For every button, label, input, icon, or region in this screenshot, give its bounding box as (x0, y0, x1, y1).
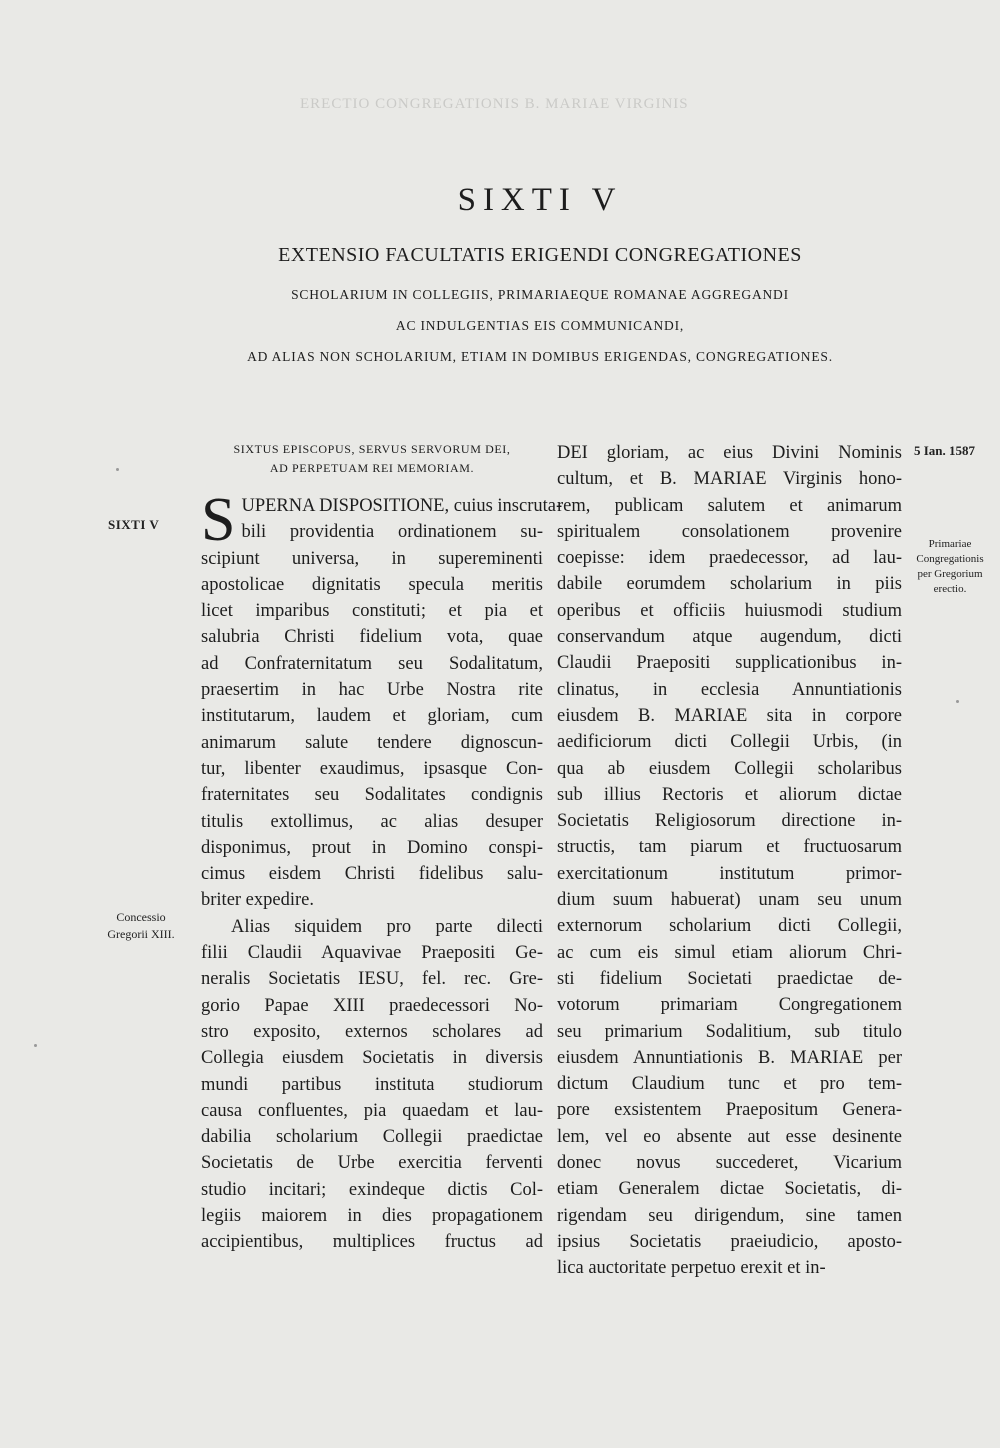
margin-note-line: Concessio (116, 910, 166, 924)
text-line: eiusdem Annuntiationis B. MARIAE per (557, 1047, 902, 1068)
text-line: Claudii Praepositi supplicationibus in- (557, 653, 902, 674)
text-line: briter expedire. (201, 890, 314, 911)
text-line: accipientibus, multiplices fructus ad (201, 1232, 543, 1253)
text-line: etiam Generalem dictae Societatis, di- (557, 1179, 902, 1200)
address-line-1: SIXTUS EPISCOPUS, SERVUS SERVORUM DEI, (233, 442, 511, 456)
text-line: rem, publicam salutem et animarum (557, 495, 902, 516)
text-line: praesertim in hac Urbe Nostra rite (201, 680, 543, 701)
text-line: exercitationum institutum primor- (557, 863, 902, 884)
text-line: filii Claudii Aquavivae Praepositi Ge- (201, 943, 543, 964)
right-column-text (557, 440, 902, 1282)
text-line: salubria Christi fidelium vota, quae (201, 627, 543, 648)
text-line: cultum, et B. MARIAE Virginis hono- (557, 469, 902, 490)
text-line: causa confluentes, pia quaedam et lau- (201, 1100, 543, 1121)
text-line: sub illius Rectoris et aliorum dictae (557, 784, 902, 805)
text-line: licet imparibus constituti; et pia et (201, 601, 543, 622)
text-line: eiusdem B. MARIAE sita in corpore (557, 705, 902, 726)
margin-dot (34, 1044, 37, 1047)
text-line: mundi partibus instituta studiorum (201, 1074, 543, 1095)
text-line: rigendam seu dirigendum, sine tamen (557, 1205, 902, 1226)
page-title: SIXTI V (457, 182, 623, 218)
text-line: fraternitates seu Sodalitates condignis (201, 785, 543, 806)
header-line-3: AD ALIAS NON SCHOLARIUM, ETIAM IN DOMIBUS ERIGENDAS, CONGREGATIONES. (247, 349, 833, 364)
text-line: dium suum habuerat) unam seu unum (557, 890, 902, 911)
text-line: aedificiorum dicti Collegii Urbis, (in (557, 732, 902, 753)
text-line: qua ab eiusdem Collegii scholaribus (557, 758, 902, 779)
margin-date: 5 Ian. 1587 (914, 443, 976, 458)
text-line: lem, vel eo absente aut esse desinente (557, 1126, 902, 1147)
margin-note-line: Gregorii XIII. (107, 927, 175, 941)
header-line-1: SCHOLARIUM IN COLLEGIIS, PRIMARIAEQUE ROMANAE AGGREGANDI (291, 287, 789, 302)
text-line: Societatis Religiosorum directione in- (557, 811, 902, 832)
text-line: tur, libenter exaudimus, ipsasque Con- (201, 758, 543, 779)
text-line: dabilia scholarium Collegii praedictae (201, 1127, 543, 1148)
text-line: clinatus, in ecclesia Annuntiationis (557, 679, 902, 700)
text-line: apostolicae dignitatis specula meritis (201, 574, 543, 595)
left-column-text (201, 486, 563, 1256)
text-line: Collegia eiusdem Societatis in diversis (201, 1048, 543, 1069)
bleed-through-header: ERECTIO CONGREGATIONIS B. MARIAE VIRGINIS (300, 96, 689, 112)
text-line: cimus eisdem Christi fidelibus salu- (201, 864, 543, 885)
address-block (201, 440, 543, 478)
text-line: ipsius Societatis praeiudicio, aposto- (557, 1231, 902, 1252)
text-line: seu primarium Sodalitium, sub titulo (557, 1021, 902, 1042)
text-line: conservandum atque augendum, dicti (557, 627, 902, 648)
text-line: dictum Claudium tunc et pro tem- (557, 1074, 902, 1095)
text-line: votorum primariam Congregationem (557, 995, 902, 1016)
text-line: Societatis de Urbe exercitia ferventi (201, 1153, 543, 1174)
text-line: stro exposito, externos scholares ad (201, 1021, 543, 1042)
text-line: ad Confraternitatum seu Sodalitatum, (201, 653, 543, 674)
drop-cap: S (201, 486, 236, 554)
margin-note-primariae (910, 537, 990, 597)
page-subtitle: EXTENSIO FACULTATIS ERIGENDI CONGREGATIONES (278, 244, 802, 266)
margin-note-line: Primariae (928, 538, 972, 550)
text-line: operibus et officiis huiusmodi studium (557, 600, 902, 621)
text-line: UPERNA DISPOSITIONE, cuius inscruta- (241, 496, 563, 516)
header-line-2: AC INDULGENTIAS EIS COMMUNICANDI, (395, 318, 685, 333)
text-line: spiritualem consolationem provenire (557, 521, 902, 542)
text-line: lica auctoritate perpetuo erexit et in- (557, 1258, 826, 1279)
text-line: studio incitari; exindeque dictis Col- (201, 1179, 543, 1200)
text-line: gorio Papae XIII praedecessori No- (201, 995, 543, 1016)
margin-note-line: Congregationis (916, 553, 984, 565)
text-line: ac cum eis simul etiam aliorum Chri- (557, 942, 902, 963)
text-line: Alias siquidem pro parte dilecti (231, 916, 543, 937)
left-column (201, 440, 563, 1256)
text-line: structis, tam piarum et fructuosarum (557, 837, 902, 858)
text-line: DEI gloriam, ac eius Divini Nominis (557, 443, 902, 463)
right-column (557, 440, 902, 1282)
margin-note-line: per Gregorium (917, 568, 983, 580)
text-line: dabile eorumdem scholarium in piis (557, 574, 902, 595)
text-line: institutarum, laudem et gloriam, cum (201, 706, 543, 727)
text-line: coepisse: idem praedecessor, ad lau- (557, 548, 902, 569)
text-line: neralis Societatis IESU, fel. rec. Gre- (201, 969, 543, 990)
text-line: titulis extollimus, ac alias desuper (201, 811, 543, 832)
margin-dot (956, 700, 959, 703)
text-line: donec novus succederet, Vicarium (557, 1153, 902, 1174)
text-line: bili providentia ordinationem su- (241, 522, 543, 543)
address-line-2: AD PERPETUAM REI MEMORIAM. (269, 461, 475, 475)
margin-note-concessio (100, 909, 182, 943)
text-line: animarum salute tendere dignoscun- (201, 732, 543, 753)
text-line: externorum scholarium dicti Collegii, (557, 916, 902, 937)
text-line: legiis maiorem in dies propagationem (201, 1206, 543, 1227)
text-line: sti fidelium Societati praedictae de- (557, 968, 902, 989)
margin-note-line: erectio. (933, 583, 967, 595)
text-line: scipiunt universa, in supereminenti (201, 548, 543, 569)
text-line: disponimus, prout in Domino conspi- (201, 837, 543, 858)
text-line: pore exsistentem Praepositum Genera- (557, 1100, 902, 1121)
margin-heading: SIXTI V (108, 517, 160, 532)
margin-dot (116, 468, 119, 471)
